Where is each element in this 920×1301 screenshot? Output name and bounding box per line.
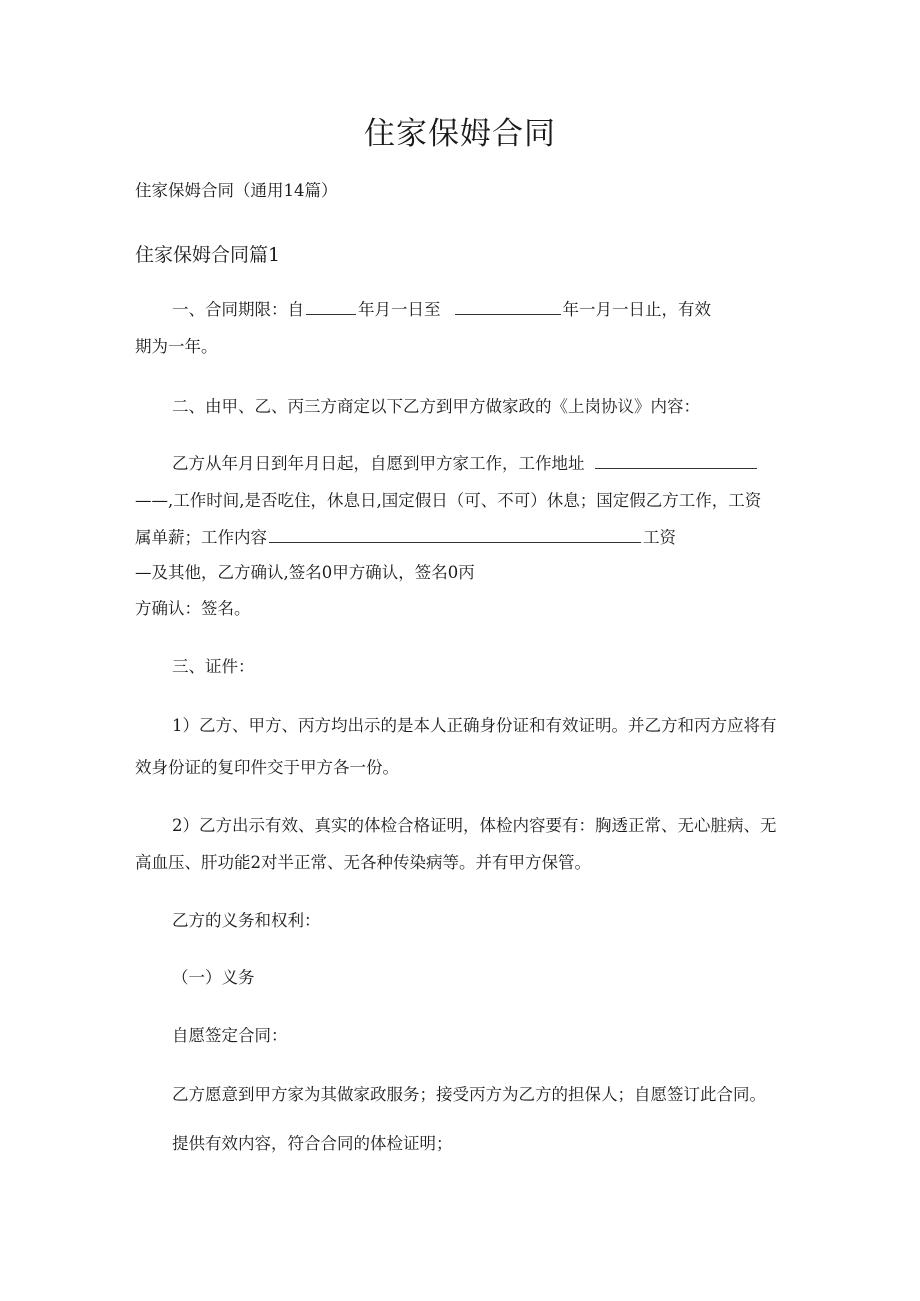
clause-1-text-a: 一、合同期限：自 xyxy=(172,300,304,319)
clause-3-item-1-line-1: 1）乙方、甲方、丙方均出示的是本人正确身份证和有效证明。并乙方和丙方应将有 xyxy=(172,716,777,735)
clause-1-line-1 xyxy=(172,298,711,321)
blank-underline xyxy=(455,298,561,315)
document-subtitle: 住家保姆合同（通用14篇） xyxy=(135,181,338,200)
blank-underline xyxy=(595,452,757,469)
duties-rights-heading: 乙方的义务和权利： xyxy=(172,911,321,930)
clause-2-detail-line-1 xyxy=(172,452,759,475)
duty-voluntary-text: 乙方愿意到甲方家为其做家政服务；接受丙方为乙方的担保人；自愿签订此合同。 xyxy=(172,1085,766,1104)
clause-2-detail-text-wage: 工资 xyxy=(643,528,676,547)
clause-3-item-2-line-1: 2）乙方出示有效、真实的体检合格证明，体检内容要有：胸透正常、无心脏病、无 xyxy=(172,816,777,835)
clause-2-detail-line-5: 方确认：签名。 xyxy=(135,599,251,618)
clause-2-detail-line-2: ——,工作时间,是否吃住，休息日,国定假日（可、不可）休息；国定假乙方工作，工资 xyxy=(135,491,762,510)
clause-2-detail-text-work: 属单薪；工作内容 xyxy=(135,528,267,547)
clause-3: 三、证件： xyxy=(172,657,255,676)
clause-2: 二、由甲、乙、丙三方商定以下乙方到甲方做家政的《上岗协议》内容： xyxy=(172,397,700,416)
clause-2-detail-line-3 xyxy=(135,526,676,549)
clause-1-line-2: 期为一年。 xyxy=(135,337,218,356)
blank-underline xyxy=(306,298,356,315)
document-title: 住家保姆合同 xyxy=(364,116,556,152)
clause-1-text-c: 年一月一日止，有效 xyxy=(562,300,711,319)
clause-2-detail-text-a: 乙方从年月日到年月日起，自愿到甲方家工作，工作地址 xyxy=(172,454,585,473)
clause-3-item-1-line-2: 效身份证的复印件交于甲方各一份。 xyxy=(135,758,399,777)
duties-subheading: （一）义务 xyxy=(172,968,255,987)
duty-health-cert-text: 提供有效内容，符合合同的体检证明； xyxy=(172,1134,453,1153)
clause-3-item-2-line-2: 高血压、肝功能2对半正常、无各种传染病等。并有甲方保管。 xyxy=(135,853,591,872)
duty-voluntary-heading: 自愿签定合同： xyxy=(172,1026,288,1045)
section-heading: 住家保姆合同篇1 xyxy=(135,244,281,266)
blank-underline xyxy=(269,526,641,543)
clause-2-detail-line-4: —及其他，乙方确认,签名0甲方确认，签名0丙 xyxy=(135,563,475,582)
clause-1-text-b: 年月一日至 xyxy=(358,300,441,319)
